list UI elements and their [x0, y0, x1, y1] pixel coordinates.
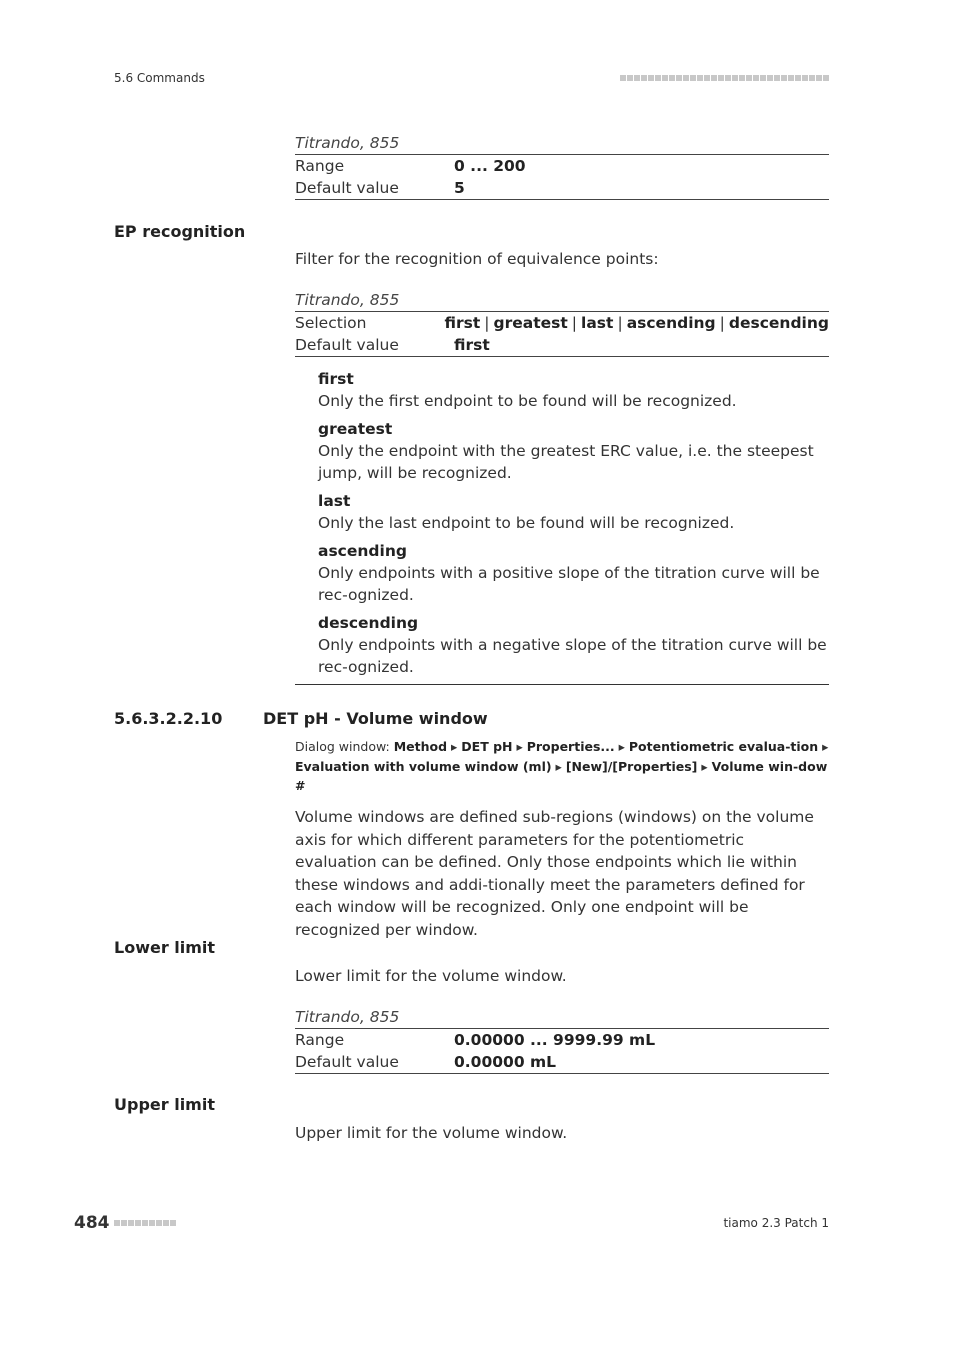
row-value: 0.00000 ... 9999.99 mL — [454, 1031, 656, 1049]
section-number: 5.6.3.2.2.10 — [114, 709, 223, 728]
lower-limit-table — [295, 1006, 829, 1074]
upper-limit-description: Upper limit for the volume window. — [295, 1124, 568, 1142]
section-title: DET pH - Volume window — [263, 709, 488, 728]
row-key: Selection — [295, 314, 367, 332]
row-value: first — [454, 336, 490, 354]
section-intro: Volume windows are defined sub-regions (windows) on the volume axis for which different parameters for the potentiometric evaluation can be defined. Only those endpoints which lie within these windows and addi-tionally meet the parameters defined for each window will be recognized. Only one endpoint will be recognized per window. — [295, 808, 814, 939]
row-key: Range — [295, 1031, 345, 1049]
parameter-table-1 — [295, 132, 829, 200]
option-greatest — [318, 418, 829, 484]
row-value: 0.00000 mL — [454, 1053, 557, 1071]
dialog-path-item: Method — [393, 739, 448, 754]
lower-limit-label: Lower limit — [114, 938, 216, 957]
option-text: Only the endpoint with the greatest ERC value, i.e. the steepest jump, will be recognized. — [318, 442, 814, 482]
page-number: 484 — [74, 1213, 110, 1233]
dialog-prefix: Dialog window: — [295, 739, 394, 754]
selection-value: descending — [728, 314, 829, 332]
table-bottom-rule — [295, 199, 829, 200]
option-descending — [318, 612, 829, 678]
lower-limit-description: Lower limit for the volume window. — [295, 967, 567, 985]
table-bottom-rule — [295, 356, 829, 357]
footer-decoration — [114, 1220, 176, 1226]
row-value: 5 — [454, 179, 465, 197]
dialog-path-item: Properties... — [526, 739, 615, 754]
selection-value: greatest — [493, 314, 568, 332]
option-text: Only the first endpoint to be found will be recognized. — [318, 392, 737, 410]
table-row — [295, 1029, 829, 1051]
ep-recognition-table — [295, 289, 829, 357]
option-title: last — [318, 492, 351, 510]
selection-value: ascending — [626, 314, 716, 332]
selection-values: first | greatest | last | ascending | descending — [444, 314, 829, 332]
option-title: first — [318, 370, 354, 388]
table-row — [295, 334, 829, 356]
table-caption: Titrando, 855 — [295, 289, 829, 312]
upper-limit-label: Upper limit — [114, 1095, 215, 1114]
dialog-path-item: [New]/[Properties] — [565, 758, 698, 774]
options-end-rule — [295, 684, 829, 685]
row-key: Default value — [295, 336, 399, 354]
dialog-path-item: Evaluation with volume window (ml) — [295, 758, 552, 774]
table-row — [295, 155, 829, 177]
row-key: Range — [295, 157, 345, 175]
table-row — [295, 1051, 829, 1073]
option-last — [318, 490, 829, 534]
product-name: tiamo 2.3 Patch 1 — [723, 1216, 829, 1230]
option-text: Only endpoints with a positive slope of the titration curve will be rec-ognized. — [318, 564, 820, 604]
row-key: Default value — [295, 1053, 399, 1071]
option-ascending — [318, 540, 829, 606]
selection-value: first — [444, 314, 481, 332]
selection-value: last — [581, 314, 614, 332]
running-header: 5.6 Commands — [114, 71, 205, 85]
dialog-path-item: DET pH — [461, 739, 513, 754]
dialog-path-item: Potentiometric evalua-tion — [628, 739, 819, 754]
table-caption: Titrando, 855 — [295, 132, 829, 155]
option-first — [318, 368, 829, 412]
dialog-path-item: Volume win-dow # — [295, 758, 828, 793]
option-text: Only endpoints with a negative slope of the titration curve will be rec-ognized. — [318, 636, 827, 676]
row-value: 0 ... 200 — [454, 157, 526, 175]
table-row — [295, 312, 829, 334]
ep-recognition-description: Filter for the recognition of equivalence points: — [295, 250, 659, 268]
header-decoration — [620, 75, 829, 81]
table-caption: Titrando, 855 — [295, 1006, 829, 1029]
table-row — [295, 177, 829, 199]
ep-recognition-label: EP recognition — [114, 222, 246, 241]
dialog-window-path: Dialog window: Method ▸ DET pH ▸ Properties... ▸ Potentiometric evalua-tion ▸ Evaluation with volume window (ml) ▸ [New]/[Properties] ▸ Volume win-dow # — [295, 739, 829, 793]
row-key: Default value — [295, 179, 399, 197]
option-text: Only the last endpoint to be found will be recognized. — [318, 514, 735, 532]
option-title: ascending — [318, 542, 407, 560]
option-title: greatest — [318, 420, 393, 438]
option-title: descending — [318, 614, 419, 632]
table-bottom-rule — [295, 1073, 829, 1074]
